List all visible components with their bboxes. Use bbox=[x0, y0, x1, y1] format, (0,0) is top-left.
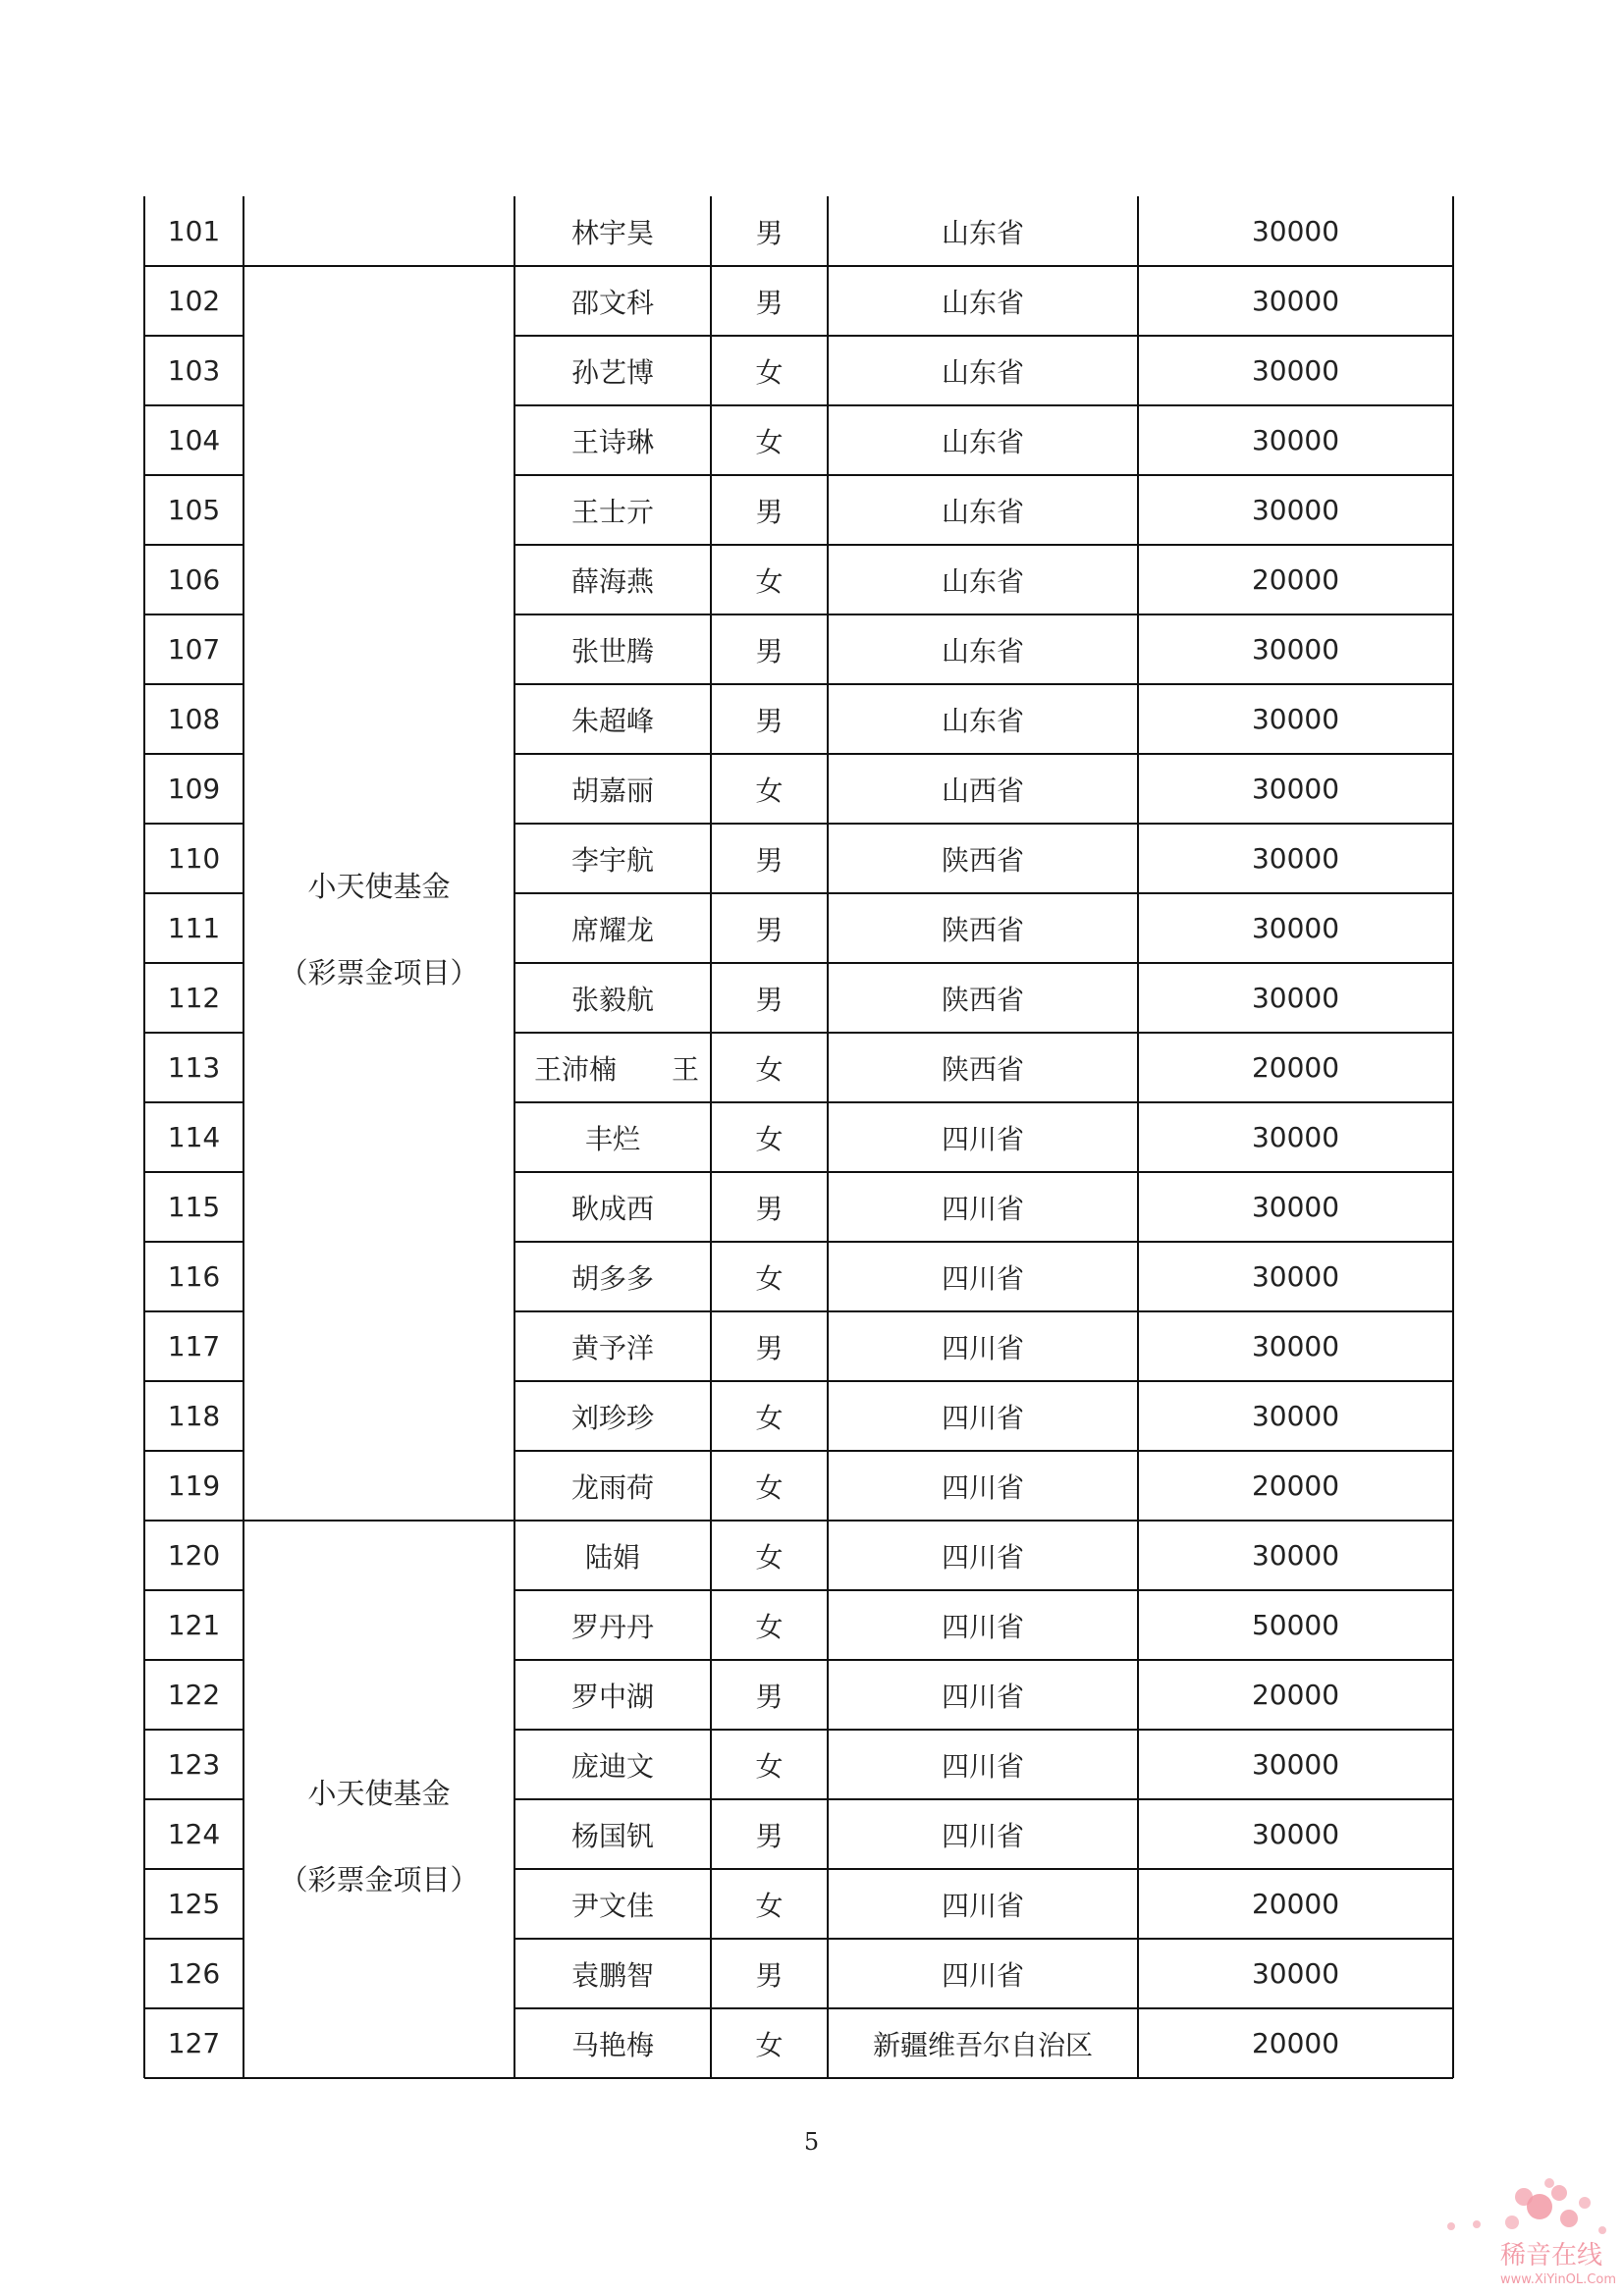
grid-vline bbox=[514, 196, 515, 2078]
grid-hline bbox=[514, 404, 1453, 406]
grid-hline bbox=[144, 1101, 243, 1103]
grid-hline bbox=[144, 1380, 243, 1382]
cell-name: 马艳梅 bbox=[570, 2028, 654, 2061]
cell-no: 108 bbox=[167, 703, 221, 735]
cell-amount: 30000 bbox=[1251, 424, 1340, 456]
cell-province: 新疆维吾尔自治区 bbox=[872, 2028, 1093, 2061]
cell-name: 尹文佳 bbox=[570, 1889, 654, 1922]
cell-amount: 30000 bbox=[1251, 842, 1340, 875]
cell-name: 胡嘉丽 bbox=[570, 774, 654, 807]
project-type: （彩票金项目） bbox=[279, 955, 479, 989]
cell-gender: 女 bbox=[755, 2028, 784, 2061]
cell-province: 山东省 bbox=[941, 495, 1024, 528]
grid-hline bbox=[144, 753, 243, 755]
cell-gender: 女 bbox=[755, 1052, 784, 1086]
cell-amount: 20000 bbox=[1251, 1051, 1340, 1084]
cell-province: 山东省 bbox=[941, 425, 1024, 458]
table-row bbox=[144, 1311, 1453, 1381]
grid-hline bbox=[514, 474, 1453, 476]
cell-no: 101 bbox=[167, 215, 221, 247]
table-row bbox=[144, 1660, 1453, 1730]
watermark-logo bbox=[1422, 2175, 1618, 2291]
cell-gender: 男 bbox=[755, 1819, 784, 1852]
table-row bbox=[144, 1381, 1453, 1451]
cell-province: 四川省 bbox=[941, 1331, 1024, 1364]
cell-no: 124 bbox=[167, 1818, 221, 1850]
grid-vline bbox=[1137, 196, 1139, 2078]
cell-gender: 女 bbox=[755, 355, 784, 389]
grid-hline bbox=[514, 1868, 1453, 1870]
cell-no: 115 bbox=[167, 1191, 221, 1223]
cell-name: 胡多多 bbox=[570, 1261, 654, 1295]
watermark-text: 稀音在线 bbox=[1500, 2241, 1603, 2270]
grid-hline bbox=[144, 1032, 243, 1034]
table-row bbox=[144, 2008, 1453, 2078]
cell-name: 张世腾 bbox=[570, 634, 654, 667]
cell-name: 王沛楠 王 bbox=[534, 1052, 700, 1086]
cell-gender: 女 bbox=[755, 774, 784, 807]
grid-hline bbox=[514, 823, 1453, 825]
grid-hline bbox=[144, 1938, 243, 1940]
cell-gender: 男 bbox=[755, 216, 784, 249]
cell-province: 四川省 bbox=[941, 1261, 1024, 1295]
table-row bbox=[144, 336, 1453, 405]
grid-hline bbox=[144, 2077, 1453, 2079]
grid-hline bbox=[144, 335, 243, 337]
cell-amount: 30000 bbox=[1251, 773, 1340, 805]
cell-name: 杨国钒 bbox=[570, 1819, 654, 1852]
grid-vline bbox=[710, 196, 712, 2078]
cell-gender: 女 bbox=[755, 1261, 784, 1295]
grid-hline bbox=[514, 962, 1453, 964]
cell-amount: 30000 bbox=[1251, 1539, 1340, 1572]
cell-amount: 20000 bbox=[1251, 1888, 1340, 1920]
cell-no: 110 bbox=[167, 842, 221, 875]
cell-gender: 女 bbox=[755, 1540, 784, 1574]
grid-hline bbox=[144, 683, 243, 685]
cell-no: 119 bbox=[167, 1469, 221, 1502]
grid-hline bbox=[144, 1520, 1453, 1522]
cell-gender: 男 bbox=[755, 843, 784, 877]
cell-no: 109 bbox=[167, 773, 221, 805]
cell-gender: 男 bbox=[755, 495, 784, 528]
grid-hline bbox=[144, 1310, 243, 1312]
cell-gender: 男 bbox=[755, 634, 784, 667]
grid-hline bbox=[144, 1589, 243, 1591]
table-row bbox=[144, 754, 1453, 824]
cell-amount: 30000 bbox=[1251, 1330, 1340, 1362]
cell-province: 四川省 bbox=[941, 1470, 1024, 1504]
cell-amount: 20000 bbox=[1251, 1469, 1340, 1502]
cell-province: 陕西省 bbox=[941, 1052, 1024, 1086]
table-row bbox=[144, 1799, 1453, 1869]
grid-hline bbox=[144, 892, 243, 894]
table-row bbox=[144, 196, 1453, 266]
grid-hline bbox=[514, 335, 1453, 337]
cell-no: 114 bbox=[167, 1121, 221, 1153]
cell-province: 山东省 bbox=[941, 355, 1024, 389]
cell-name: 李宇航 bbox=[570, 843, 654, 877]
grid-hline bbox=[514, 1241, 1453, 1243]
cherry-blossom-icon bbox=[1447, 2178, 1606, 2234]
cell-province: 四川省 bbox=[941, 1958, 1024, 1992]
cell-name: 朱超峰 bbox=[570, 704, 654, 737]
cell-name: 罗中湖 bbox=[570, 1680, 654, 1713]
cell-name: 丰烂 bbox=[584, 1122, 640, 1155]
cell-name: 邵文科 bbox=[570, 286, 654, 319]
cell-no: 112 bbox=[167, 982, 221, 1014]
cell-gender: 男 bbox=[755, 1192, 784, 1225]
cell-province: 陕西省 bbox=[941, 843, 1024, 877]
cell-province: 四川省 bbox=[941, 1610, 1024, 1643]
cell-amount: 20000 bbox=[1251, 1679, 1340, 1711]
cell-no: 127 bbox=[167, 2027, 221, 2059]
cell-no: 111 bbox=[167, 912, 221, 944]
cell-province: 四川省 bbox=[941, 1680, 1024, 1713]
grid-hline bbox=[144, 962, 243, 964]
grid-hline bbox=[144, 2007, 243, 2009]
table-row bbox=[144, 614, 1453, 684]
grid-hline bbox=[514, 614, 1453, 615]
cell-no: 105 bbox=[167, 494, 221, 526]
grid-hline bbox=[514, 1938, 1453, 1940]
cell-gender: 男 bbox=[755, 704, 784, 737]
cell-gender: 男 bbox=[755, 1331, 784, 1364]
cell-gender: 男 bbox=[755, 913, 784, 946]
grid-hline bbox=[144, 614, 243, 615]
cell-province: 山东省 bbox=[941, 286, 1024, 319]
cell-province: 山西省 bbox=[941, 774, 1024, 807]
grid-hline bbox=[144, 1171, 243, 1173]
cell-no: 122 bbox=[167, 1679, 221, 1711]
cell-no: 107 bbox=[167, 633, 221, 666]
table-row bbox=[144, 824, 1453, 893]
cell-name: 王诗琳 bbox=[570, 425, 654, 458]
table-row bbox=[144, 1102, 1453, 1172]
cell-no: 121 bbox=[167, 1609, 221, 1641]
cell-gender: 女 bbox=[755, 1749, 784, 1783]
table-row bbox=[144, 1730, 1453, 1799]
cell-province: 山东省 bbox=[941, 216, 1024, 249]
grid-hline bbox=[514, 1171, 1453, 1173]
grid-hline bbox=[144, 823, 243, 825]
grid-hline bbox=[144, 404, 243, 406]
cell-no: 104 bbox=[167, 424, 221, 456]
cell-gender: 男 bbox=[755, 286, 784, 319]
grid-hline bbox=[144, 265, 1453, 267]
project-name: 小天使基金 bbox=[307, 869, 451, 903]
cell-province: 四川省 bbox=[941, 1889, 1024, 1922]
cell-province: 山东省 bbox=[941, 634, 1024, 667]
cell-province: 四川省 bbox=[941, 1192, 1024, 1225]
grid-hline bbox=[144, 1659, 243, 1661]
table-row bbox=[144, 545, 1453, 614]
cell-name: 刘珍珍 bbox=[570, 1401, 654, 1434]
cell-no: 103 bbox=[167, 354, 221, 387]
grid-vline bbox=[827, 196, 829, 2078]
cell-amount: 30000 bbox=[1251, 1121, 1340, 1153]
table-row bbox=[144, 1451, 1453, 1521]
cell-province: 陕西省 bbox=[941, 913, 1024, 946]
cell-province: 四川省 bbox=[941, 1401, 1024, 1434]
cell-name: 耿成西 bbox=[570, 1192, 654, 1225]
grid-hline bbox=[514, 1380, 1453, 1382]
cell-no: 120 bbox=[167, 1539, 221, 1572]
grid-hline bbox=[514, 753, 1453, 755]
cell-name: 薛海燕 bbox=[570, 564, 654, 598]
cell-province: 四川省 bbox=[941, 1540, 1024, 1574]
cell-gender: 男 bbox=[755, 1958, 784, 1992]
grid-hline bbox=[514, 2007, 1453, 2009]
table-row bbox=[144, 266, 1453, 336]
cell-amount: 30000 bbox=[1251, 1260, 1340, 1293]
table-row bbox=[144, 1939, 1453, 2008]
cell-amount: 20000 bbox=[1251, 2027, 1340, 2059]
cell-gender: 女 bbox=[755, 425, 784, 458]
table-row bbox=[144, 963, 1453, 1033]
grid-hline bbox=[144, 474, 243, 476]
cell-no: 117 bbox=[167, 1330, 221, 1362]
cell-amount: 30000 bbox=[1251, 1191, 1340, 1223]
cell-amount: 30000 bbox=[1251, 494, 1340, 526]
cell-no: 118 bbox=[167, 1400, 221, 1432]
cell-province: 山东省 bbox=[941, 704, 1024, 737]
cell-name: 王士亓 bbox=[570, 495, 654, 528]
grid-hline bbox=[144, 1798, 243, 1800]
cell-name: 席耀龙 bbox=[570, 913, 654, 946]
cell-no: 116 bbox=[167, 1260, 221, 1293]
cell-name: 林宇昊 bbox=[570, 216, 654, 249]
cell-no: 106 bbox=[167, 563, 221, 596]
cell-name: 孙艺博 bbox=[570, 355, 654, 389]
grid-hline bbox=[144, 544, 243, 546]
grid-hline bbox=[514, 1101, 1453, 1103]
cell-province: 四川省 bbox=[941, 1749, 1024, 1783]
table-row bbox=[144, 1521, 1453, 1590]
cell-province: 陕西省 bbox=[941, 983, 1024, 1016]
grid-hline bbox=[514, 683, 1453, 685]
cell-name: 罗丹丹 bbox=[570, 1610, 654, 1643]
cell-name: 张毅航 bbox=[570, 983, 654, 1016]
cell-amount: 20000 bbox=[1251, 563, 1340, 596]
grid-hline bbox=[514, 1310, 1453, 1312]
cell-no: 126 bbox=[167, 1957, 221, 1990]
cell-gender: 女 bbox=[755, 1122, 784, 1155]
cell-amount: 30000 bbox=[1251, 1748, 1340, 1781]
table-row bbox=[144, 1033, 1453, 1102]
grid-vline bbox=[143, 196, 145, 2078]
grid-hline bbox=[514, 892, 1453, 894]
grid-hline bbox=[514, 1032, 1453, 1034]
grid-vline bbox=[243, 196, 244, 2078]
cell-amount: 30000 bbox=[1251, 912, 1340, 944]
grid-hline bbox=[514, 1729, 1453, 1731]
cell-amount: 30000 bbox=[1251, 285, 1340, 317]
table-row bbox=[144, 1242, 1453, 1311]
cell-gender: 女 bbox=[755, 564, 784, 598]
cell-province: 四川省 bbox=[941, 1819, 1024, 1852]
project-type: （彩票金项目） bbox=[279, 1862, 479, 1896]
project-name: 小天使基金 bbox=[307, 1776, 451, 1810]
cell-amount: 30000 bbox=[1251, 703, 1340, 735]
cell-amount: 50000 bbox=[1251, 1609, 1340, 1641]
table-row bbox=[144, 1590, 1453, 1660]
cell-amount: 30000 bbox=[1251, 1957, 1340, 1990]
grid-hline bbox=[144, 1241, 243, 1243]
cell-amount: 30000 bbox=[1251, 633, 1340, 666]
cell-no: 102 bbox=[167, 285, 221, 317]
grid-vline bbox=[1452, 196, 1454, 2078]
grid-hline bbox=[514, 1589, 1453, 1591]
beneficiary-table bbox=[144, 196, 1453, 2080]
grid-hline bbox=[144, 1729, 243, 1731]
grid-hline bbox=[514, 1659, 1453, 1661]
cell-gender: 女 bbox=[755, 1889, 784, 1922]
cell-gender: 男 bbox=[755, 983, 784, 1016]
cell-no: 125 bbox=[167, 1888, 221, 1920]
table-row bbox=[144, 893, 1453, 963]
cell-amount: 30000 bbox=[1251, 982, 1340, 1014]
table-row bbox=[144, 1869, 1453, 1939]
grid-hline bbox=[144, 1868, 243, 1870]
cell-amount: 30000 bbox=[1251, 1400, 1340, 1432]
table-row bbox=[144, 1172, 1453, 1242]
cell-amount: 30000 bbox=[1251, 215, 1340, 247]
cell-name: 龙雨荷 bbox=[570, 1470, 654, 1504]
table-row bbox=[144, 684, 1453, 754]
cell-amount: 30000 bbox=[1251, 1818, 1340, 1850]
cell-gender: 女 bbox=[755, 1401, 784, 1434]
watermark-url: www.XiYinOL.Com bbox=[1500, 2272, 1616, 2287]
page-number: 5 bbox=[803, 2128, 820, 2156]
table-row bbox=[144, 475, 1453, 545]
cell-province: 四川省 bbox=[941, 1122, 1024, 1155]
cell-name: 庞迪文 bbox=[570, 1749, 654, 1783]
cell-no: 113 bbox=[167, 1051, 221, 1084]
grid-hline bbox=[514, 1450, 1453, 1452]
cell-name: 陆娟 bbox=[584, 1540, 640, 1574]
cell-amount: 30000 bbox=[1251, 354, 1340, 387]
cell-name: 袁鹏智 bbox=[570, 1958, 654, 1992]
cell-gender: 女 bbox=[755, 1470, 784, 1504]
cell-gender: 女 bbox=[755, 1610, 784, 1643]
grid-hline bbox=[144, 1450, 243, 1452]
cell-gender: 男 bbox=[755, 1680, 784, 1713]
cell-name: 黄予洋 bbox=[570, 1331, 654, 1364]
grid-hline bbox=[514, 544, 1453, 546]
cell-province: 山东省 bbox=[941, 564, 1024, 598]
grid-hline bbox=[514, 1798, 1453, 1800]
table-row bbox=[144, 405, 1453, 475]
cell-no: 123 bbox=[167, 1748, 221, 1781]
